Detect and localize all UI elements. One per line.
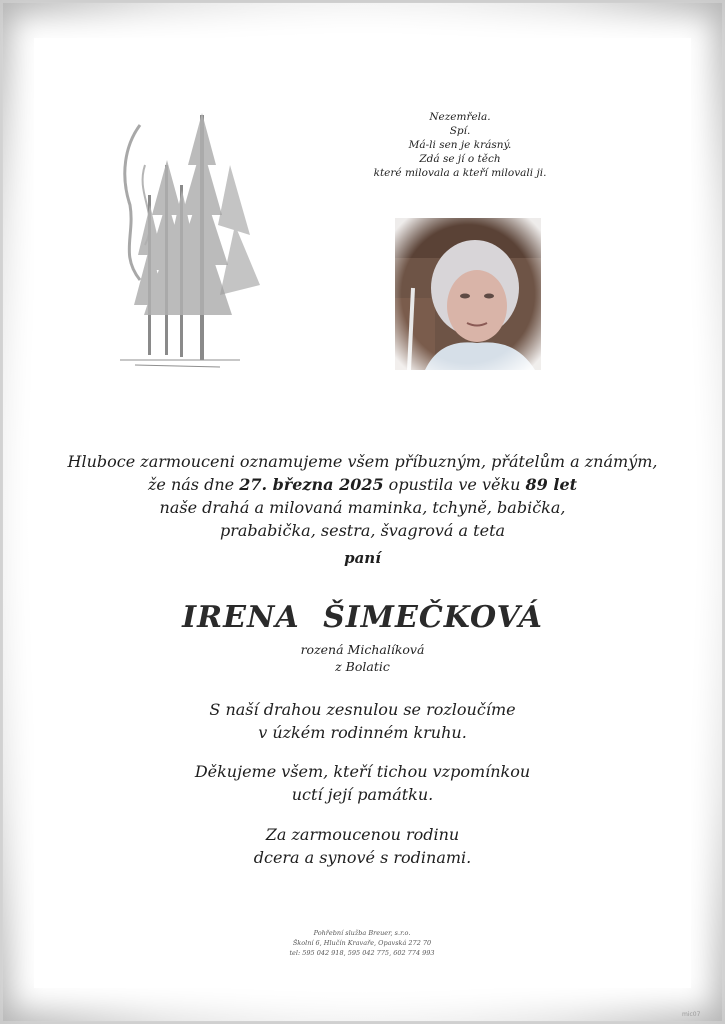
announcement-line: Hluboce zarmouceni oznamujeme všem příbuzným, přátelům a známým, bbox=[67, 452, 658, 471]
pine-trees-illustration bbox=[100, 105, 275, 380]
death-date: 27. března 2025 bbox=[239, 475, 384, 494]
thanks-line: uctí její památku. bbox=[291, 785, 434, 804]
farewell-line: S naší drahou zesnulou se rozloučíme bbox=[209, 700, 516, 719]
signature-text bbox=[60, 823, 665, 869]
poem-line: Zdá se jí o těch bbox=[419, 153, 501, 165]
origin-place: z Bolatic bbox=[335, 659, 390, 674]
deceased-name: IRENA ŠIMEČKOVÁ bbox=[182, 600, 543, 635]
thanks-text bbox=[60, 760, 665, 806]
farewell-text bbox=[60, 698, 665, 744]
signature-line: dcera a synové s rodinami. bbox=[253, 848, 472, 867]
date-prefix: že nás dne bbox=[147, 475, 240, 494]
poem-line: Má-li sen je krásný. bbox=[408, 139, 512, 151]
poem-line: které milovala a kteří milovali ji. bbox=[373, 167, 547, 179]
announcement-text bbox=[60, 450, 665, 542]
company-name: Pohřební služba Breuer, s.r.o. bbox=[313, 929, 411, 937]
thanks-line: Děkujeme všem, kteří tichou vzpomínkou bbox=[194, 762, 531, 781]
age-prefix: opustila ve věku bbox=[383, 475, 526, 494]
corner-code: mic07 bbox=[682, 1011, 701, 1018]
announcement-line: naše drahá a milovaná maminka, tchyně, babička, bbox=[159, 498, 566, 517]
title-word: paní bbox=[344, 549, 381, 567]
announcement-line: prababička, sestra, švagrová a teta bbox=[219, 521, 506, 540]
poem-line: Nezemřela. bbox=[429, 111, 491, 123]
maiden-name: rozená Michalíková bbox=[300, 642, 425, 657]
portrait-photo bbox=[395, 218, 541, 370]
company-address: Školní 6, Hlučín Kravaře, Opavská 272 70 bbox=[292, 939, 432, 947]
farewell-line: v úzkém rodinném kruhu. bbox=[258, 723, 467, 742]
age: 89 let bbox=[525, 475, 578, 494]
birth-info bbox=[60, 641, 665, 675]
poem bbox=[360, 110, 560, 180]
announcement-line bbox=[60, 473, 665, 496]
poem-line: Spí. bbox=[449, 125, 471, 137]
company-phones: tel: 595 042 918, 595 042 775, 602 774 993 bbox=[289, 949, 435, 957]
funeral-service-footer bbox=[262, 928, 462, 958]
signature-line: Za zarmoucenou rodinu bbox=[265, 825, 460, 844]
